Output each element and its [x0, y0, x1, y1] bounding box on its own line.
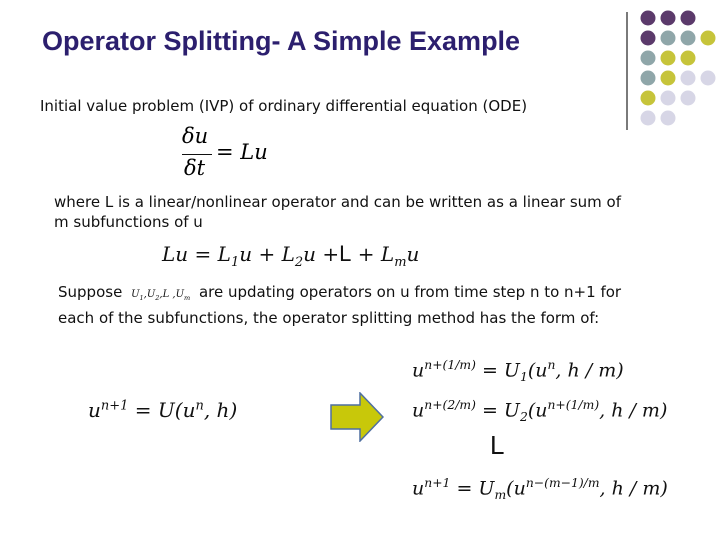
- decorative-dot-grid: [0, 0, 720, 140]
- suppose-word: Suppose: [58, 283, 123, 301]
- dot: [661, 31, 676, 46]
- dot: [681, 31, 696, 46]
- vertical-divider: [626, 12, 628, 130]
- dot: [681, 51, 696, 66]
- ellipsis-glyph: L: [339, 241, 352, 266]
- ode-numerator: δu: [182, 124, 209, 148]
- split-step-1-equation: $u^{n+(1/m)} = U_1(u^n$, h / m): [412, 358, 624, 385]
- right-arrow-icon: [330, 392, 384, 442]
- suppose-text: [58, 282, 648, 328]
- split-step-m-equation: $u^{n+1} = U_m(u^{n-(m-1)/m}$, h / m): [412, 476, 668, 503]
- full-step-equation: $u^{n+1} = U(u^n$, h): [88, 398, 238, 422]
- operators-inline: $U_1,U_2,L$ $,U_m$: [131, 289, 191, 302]
- dot: [641, 11, 656, 26]
- dot: [641, 71, 656, 86]
- where-text: where L is a linear/nonlinear operator and can be written as a linear sum of m subfunctions of u: [54, 193, 622, 231]
- intro-text: Initial value problem (IVP) of ordinary differential equation (ODE): [40, 97, 528, 115]
- page-title: Operator Splitting- A Simple Example: [42, 26, 521, 56]
- dot: [701, 71, 716, 86]
- dot: [661, 111, 676, 126]
- dot: [681, 11, 696, 26]
- ode-equation: [182, 124, 272, 184]
- dot: [641, 91, 656, 106]
- dot: [661, 91, 676, 106]
- dot: [701, 31, 716, 46]
- dot: [681, 71, 696, 86]
- dot: [681, 91, 696, 106]
- operator-sum-equation: $Lu = L_1u + L_2u +L + L_mu$: [162, 241, 420, 270]
- dot: [661, 51, 676, 66]
- dot: [641, 111, 656, 126]
- dot: [641, 31, 656, 46]
- ode-rhs: = Lu: [216, 140, 268, 164]
- ode-denominator: δt: [184, 156, 206, 180]
- suppose-rest: are updating operators on u from time step n to n+1 for each of the subfunctions, the operator splitting method has the form of:: [58, 283, 622, 327]
- ellipsis-glyph-vertical: L: [490, 430, 505, 460]
- dot: [641, 51, 656, 66]
- split-step-2-equation: $u^{n+(2/m)} = U_2(u^{n+(1/m)}$, h / m): [412, 398, 668, 425]
- dot: [661, 11, 676, 26]
- dot: [661, 71, 676, 86]
